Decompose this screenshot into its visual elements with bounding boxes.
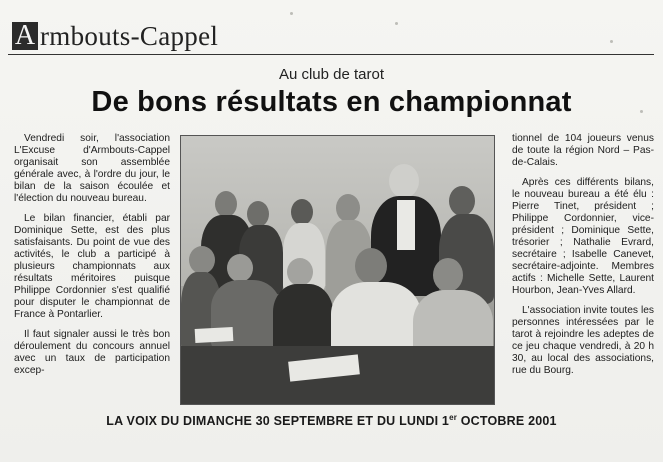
section-initial-letter: A: [12, 22, 38, 50]
paper-speck: [290, 12, 293, 15]
paper-speck: [395, 22, 398, 25]
paragraph: L'association invite toutes les personnes intéressées par le tarot à rejoindre les adeptes de ce jeu chaque vendredi, à 20 h 30, au local des associations, rue du Bourg.: [512, 305, 654, 376]
article-kicker: Au club de tarot: [278, 66, 385, 83]
credit-text: LA VOIX DU DIMANCHE 30 SEPTEMBRE ET DU LUNDI 1: [106, 414, 450, 429]
paragraph: Après ces différents bilans, le nouveau bureau a été élu : Pierre Tinet, président ; Philippe Cordonnier, vice-président ; Dominique Sette, trésorier ; Nathalie Evrard, secrétaire ; Isabelle Canevet, secrétaire-adjointe. Membres actifs : Michelle Sette, Laurent Hourbon, Jean-Yves Allard.: [512, 177, 654, 296]
article-headline: De bons résultats en championnat: [91, 86, 572, 118]
section-header: [8, 18, 654, 55]
group-photo: [180, 135, 495, 405]
paper-speck: [640, 110, 643, 113]
credit-superscript: er: [449, 413, 458, 422]
paragraph: Il faut signaler aussi le très bon déroulement du concours annuel avec un taux de participation excep-: [14, 329, 170, 376]
paragraph: tionnel de 104 joueurs venus de toute la région Nord – Pas-de-Calais.: [512, 133, 654, 168]
section-title: rmbouts-Cappel: [40, 21, 219, 51]
credit-text-end: OCTOBRE 2001: [457, 414, 557, 429]
paper-speck: [610, 40, 613, 43]
photo-document: [195, 327, 234, 343]
publication-credit: [0, 413, 663, 428]
article-column-right: [512, 133, 654, 385]
paragraph: Vendredi soir, l'association L'Excuse d'Armbouts-Cappel organisait son assemblée générale avec, à l'ordre du jour, le bilan de la saison écoulée et l'élection du nouveau bureau.: [14, 133, 170, 204]
paragraph: Le bilan financier, établi par Dominique Sette, est des plus satisfaisants. Du point de vue des activités, le club a participé à plusieurs championnats aux résultats méritoires puisque Philippe Cordonnier s'est qualifié pour disputer le championnat de France à Pontarlier.: [14, 213, 170, 320]
article-column-left: [14, 133, 170, 385]
